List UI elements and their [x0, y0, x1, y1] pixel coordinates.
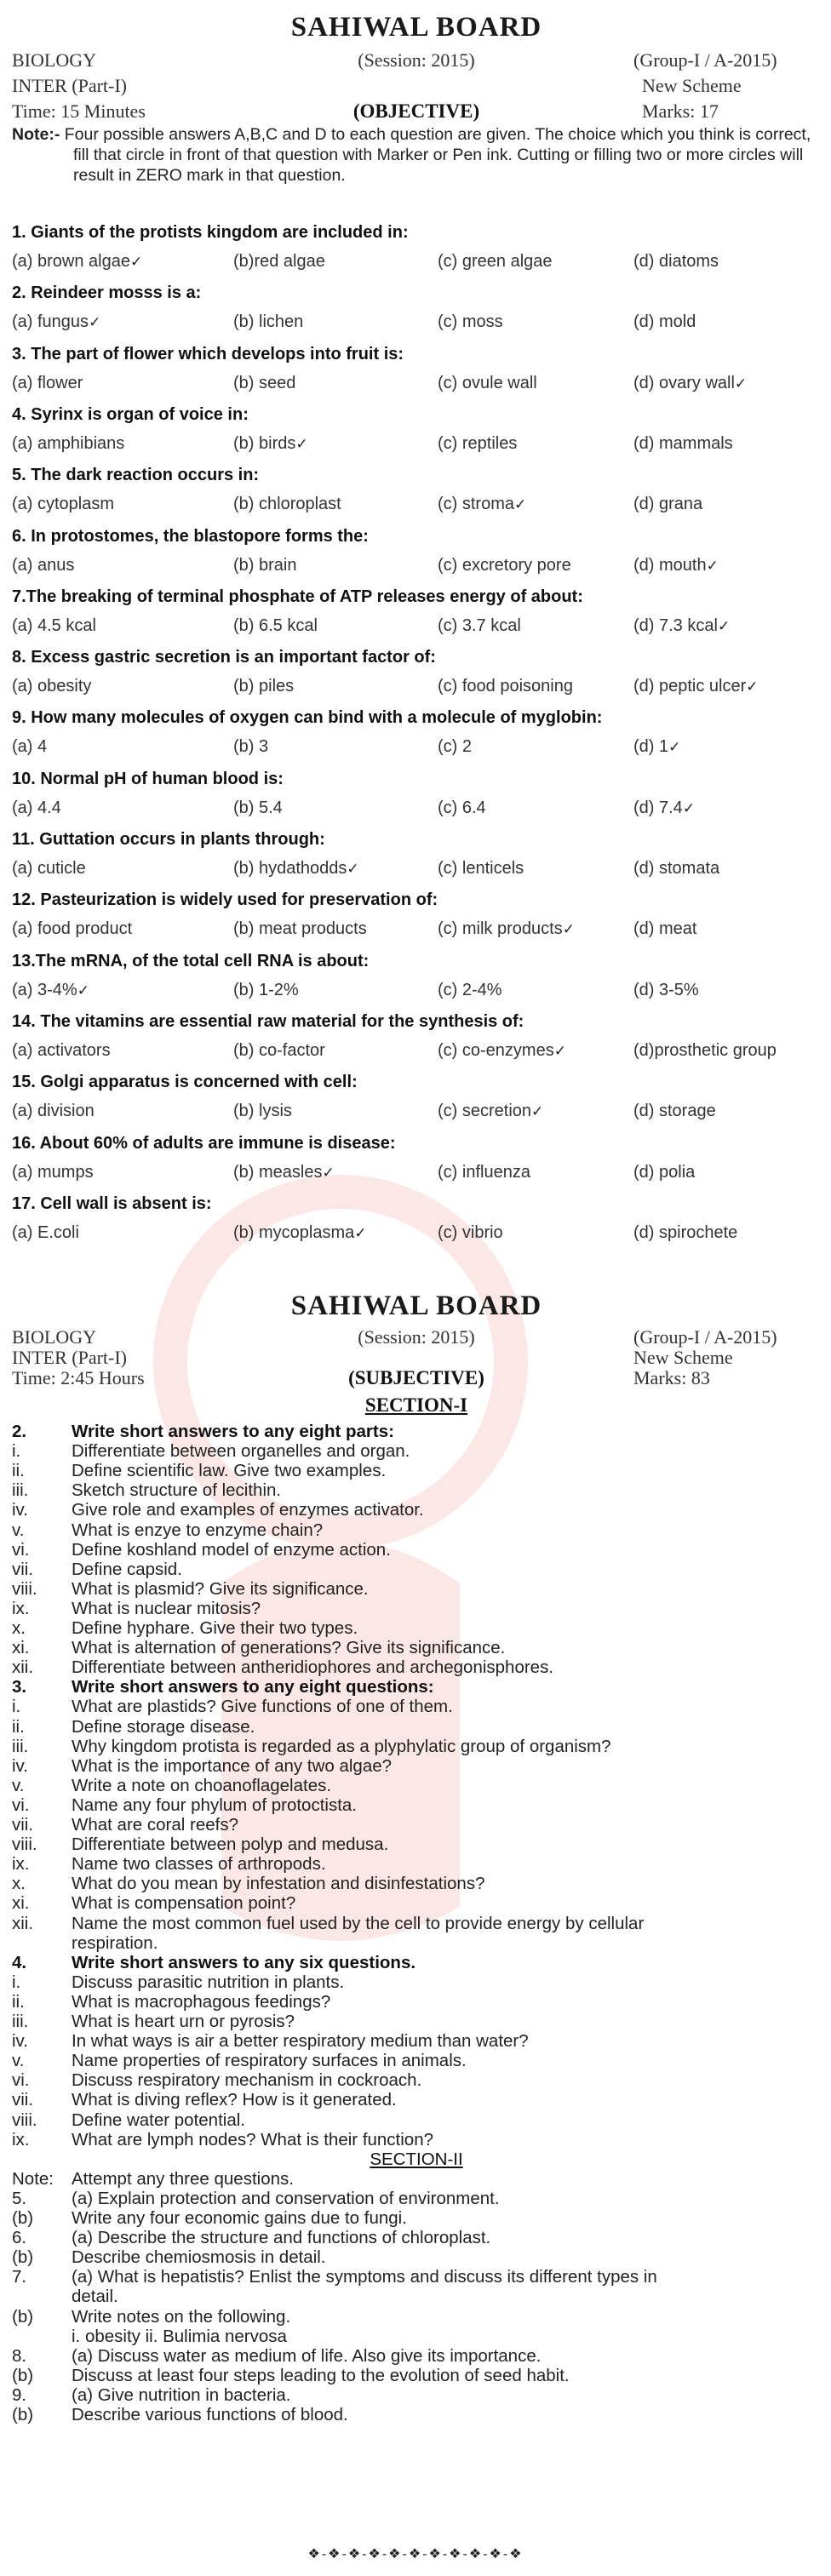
paper-type-label: (SUBJECTIVE) [348, 1367, 484, 1388]
mcq-option-a [12, 556, 74, 575]
check-mark-icon: ✓ [562, 921, 575, 937]
mcq-option-a [12, 1223, 79, 1243]
mcq-option-d [633, 1223, 737, 1243]
mcq-option-text: (c) 2 [438, 737, 472, 756]
long-question-number: (b) [12, 2405, 34, 2424]
long-question-number: 5. [12, 2188, 27, 2208]
part-text: What is diving reflex? How is it generated. [72, 2090, 397, 2110]
subject-label: BIOLOGY [12, 49, 96, 71]
question-heading-text: Write short answers to any eight parts: [72, 1422, 394, 1441]
mcq-option-text: (d) mold [633, 312, 696, 331]
part-number: xi. [12, 1638, 30, 1658]
part-text: What is the importance of any two algae? [72, 1755, 393, 1776]
mcq-option-text: (a) food product [12, 919, 133, 938]
mcq-option-d [633, 374, 747, 393]
part-text: What do you mean by infestation and disinfestations? [72, 1874, 485, 1894]
mcq-option-c [438, 1041, 566, 1061]
check-mark-icon: ✓ [354, 1225, 367, 1241]
part-number: vii. [12, 1559, 34, 1579]
mcq-option-c [438, 737, 472, 757]
check-mark-icon: ✓ [89, 314, 101, 330]
part-text: What is heart urn or pyrosis? [72, 2012, 295, 2031]
part-number: v. [12, 2051, 25, 2071]
group-label: (Group-I / A-2015) [633, 49, 777, 71]
long-question-number: 8. [12, 2345, 27, 2366]
mcq-option-c [438, 495, 526, 514]
mcq-question: 5. The dark reaction occurs in: [12, 466, 260, 484]
footer-divider: ❖-❖-❖-❖-❖-❖-❖-❖-❖-❖-❖ [307, 2547, 524, 2562]
long-question-number: 9. [12, 2384, 27, 2405]
mcq-question: 1. Giants of the protists kingdom are included in: [12, 223, 409, 242]
part-text: Give role and examples of enzymes activator. [72, 1500, 424, 1520]
mcq-option-text: (b) hydathodds [233, 859, 347, 878]
level-label: INTER (Part-I) [12, 75, 128, 96]
mcq-option-b [233, 919, 367, 939]
part-text: Discuss parasitic nutrition in plants. [72, 1972, 345, 1992]
mcq-option-a [12, 859, 86, 879]
mcq-question: 12. Pasteurization is widely used for preservation of: [12, 890, 438, 909]
mcq-option-c [438, 919, 575, 939]
mcq-option-a [12, 677, 91, 696]
check-mark-icon: ✓ [347, 861, 359, 877]
mcq-question: 8. Excess gastric secretion is an important factor of: [12, 648, 436, 667]
mcq-option-text: (a) 4.4 [12, 799, 61, 817]
board-title: SAHIWAL BOARD [290, 12, 542, 43]
mcq-option-d [633, 495, 702, 514]
note-label: Note: [12, 2168, 54, 2189]
part-text: Define scientific law. Give two examples. [72, 1461, 387, 1481]
part-text: Name any four phylum of protoctista. [72, 1795, 357, 1815]
mcq-option-text: (d) peptic ulcer [633, 677, 747, 696]
mcq-option-b [233, 737, 268, 757]
check-mark-icon: ✓ [295, 436, 308, 452]
mcq-question: 17. Cell wall is absent is: [12, 1194, 212, 1213]
mcq-option-b [233, 799, 283, 818]
mcq-option-text: (c) milk products [438, 919, 563, 938]
mcq-option-text: (b) 6.5 kcal [233, 616, 318, 635]
mcq-option-text: (b) 1-2% [233, 981, 299, 999]
mcq-option-d [633, 556, 719, 575]
part-text: What are coral reefs? [72, 1815, 238, 1835]
mcq-option-c [438, 859, 524, 879]
part-text: What is enzye to enzyme chain? [72, 1520, 324, 1540]
mcq-option-text: (d) ovary wall [633, 374, 735, 392]
mcq-option-text: (c) stroma [438, 495, 514, 513]
subjective-questions [12, 1420, 821, 2544]
mcq-option-d [633, 1041, 777, 1061]
mcq-option-text: (b) co-factor [233, 1041, 325, 1060]
part-number: i. [12, 1441, 21, 1462]
check-mark-icon: ✓ [682, 800, 696, 816]
long-question-text: Write any four economic gains due to fungi. [72, 2208, 407, 2228]
part-text: Differentiate between antheridiophores and archegonisphores. [72, 1657, 554, 1678]
mcq-option-text: (d) spirochete [633, 1223, 738, 1242]
mcq-option-b [233, 1102, 292, 1121]
part-number: iii. [12, 2012, 29, 2031]
mcq-option-text: (b) piles [233, 677, 295, 696]
mcq-option-text: (a) anus [12, 556, 75, 575]
session-label: (Session: 2015) [358, 1326, 475, 1348]
mcq-option-text: (b) birds [233, 434, 296, 453]
mcq-option-c [438, 1223, 503, 1243]
mcq-question: 15. Golgi apparatus is concerned with cell: [12, 1073, 358, 1091]
mcq-option-text: (c) moss [438, 312, 503, 331]
part-number: ii. [12, 1991, 25, 2012]
part-text: What are plastids? Give functions of one of them. [72, 1697, 453, 1717]
mcq-option-d [633, 859, 719, 879]
mcq-option-text: (a) mumps [12, 1163, 94, 1182]
part-text: Define capsid. [72, 1559, 182, 1579]
time-label: Time: 2:45 Hours [12, 1367, 145, 1388]
part-number: iv. [12, 1755, 28, 1776]
part-text: Name properties of respiratory surfaces in animals. [72, 2051, 467, 2071]
part-text: Differentiate between polyp and medusa. [72, 1835, 389, 1855]
mcq-option-text: (a) E.coli [12, 1223, 79, 1242]
long-question-text: (a) Give nutrition in bacteria. [72, 2384, 291, 2405]
long-question-number: (b) [12, 2306, 34, 2327]
scheme-label: New Scheme [633, 1347, 733, 1368]
part-text: Write a note on choanoflagelates. [72, 1775, 332, 1795]
mcq-option-text: (d) grana [633, 495, 703, 513]
mcq-option-d [633, 1102, 716, 1121]
mcq-option-text: (d) mouth [633, 556, 707, 575]
mcq-option-text: (b) chloroplast [233, 495, 341, 513]
mcq-option-d [633, 434, 733, 454]
mcq-option-a [12, 312, 100, 332]
mcq-option-text: (d) stomata [633, 859, 720, 878]
part-number: i. [12, 1697, 21, 1717]
part-text: What is macrophagous feedings? [72, 1991, 331, 2012]
mcq-option-text: (c) secretion [438, 1102, 532, 1120]
question-number: 3. [12, 1677, 27, 1697]
long-question-text: Describe chemiosmosis in detail. [72, 2247, 326, 2268]
mcq-option-a [12, 1041, 111, 1061]
mcq-option-b [233, 981, 299, 1000]
mcq-option-text: (c) 3.7 kcal [438, 616, 521, 635]
mcq-option-text: (a) activators [12, 1041, 111, 1060]
mcq-option-b [233, 252, 325, 272]
question-number: 4. [12, 1952, 27, 1972]
part-number: ix. [12, 2129, 30, 2150]
board-title: SAHIWAL BOARD [290, 1291, 542, 1321]
mcq-question: 13.The mRNA, of the total cell RNA is about: [12, 952, 370, 970]
part-number: xi. [12, 1893, 30, 1914]
mcq-option-text: (c) 6.4 [438, 799, 486, 817]
part-text: In what ways is air a better respiratory medium than water? [72, 2031, 529, 2052]
part-number: ii. [12, 1716, 25, 1737]
mcq-option-b [233, 1163, 335, 1182]
group-label: (Group-I / A-2015) [633, 1326, 777, 1348]
mcq-option-text: (a) brown algae [12, 252, 130, 271]
mcq-option-text: (d) 1 [633, 737, 669, 756]
long-question-number: 7. [12, 2267, 27, 2287]
part-number: v. [12, 1520, 25, 1540]
mcq-option-c [438, 312, 503, 332]
mcq-option-c [438, 556, 571, 575]
mcq-option-c [438, 434, 517, 454]
part-number: x. [12, 1874, 26, 1894]
part-number: vi. [12, 1795, 30, 1815]
part-text: What are lymph nodes? What is their function? [72, 2129, 434, 2150]
mcq-option-b [233, 434, 308, 454]
part-text: What is compensation point? [72, 1893, 296, 1914]
part-text: respiration. [72, 1932, 158, 1953]
mcq-option-text: (d) 7.4 [633, 799, 683, 817]
part-number: iii. [12, 1736, 29, 1756]
check-mark-icon: ✓ [734, 375, 748, 392]
part-text: Define koshland model of enzyme action. [72, 1539, 391, 1560]
part-text: Why kingdom protista is regarded as a plyphylatic group of organism? [72, 1736, 611, 1756]
long-question-text: Discuss at least four steps leading to the evolution of seed habit. [72, 2365, 570, 2385]
long-question-number: (b) [12, 2208, 34, 2228]
mcq-question: 4. Syrinx is organ of voice in: [12, 405, 249, 424]
check-mark-icon: ✓ [322, 1165, 335, 1181]
mcq-option-text: (d) polia [633, 1163, 696, 1182]
mcq-option-c [438, 252, 553, 272]
check-mark-icon: ✓ [553, 1043, 566, 1059]
mcq-option-a [12, 374, 83, 393]
mcq-option-text: (c) 2-4% [438, 981, 502, 999]
mcq-option-b [233, 1223, 367, 1243]
marks-label: Marks: 83 [633, 1367, 710, 1388]
check-mark-icon: ✓ [746, 678, 759, 695]
part-text: Define hyphare. Give their two types. [72, 1618, 358, 1638]
mcq-option-d [633, 252, 719, 272]
mcq-option-d [633, 737, 680, 757]
part-number: i. [12, 1972, 21, 1992]
mcq-option-text: (a) fungus [12, 312, 89, 331]
part-number: xii. [12, 1913, 34, 1933]
mcq-option-text: (d) meat [633, 919, 697, 938]
mcq-option-b [233, 374, 295, 393]
mcq-option-a [12, 495, 114, 514]
paper-type-label: (OBJECTIVE) [352, 100, 480, 122]
mcq-option-b [233, 859, 359, 879]
question-heading-text: Write short answers to any six questions. [72, 1952, 416, 1972]
part-number: v. [12, 1775, 25, 1795]
mcq-option-b [233, 616, 318, 636]
mcq-option-d [633, 1163, 695, 1182]
mcq-option-text: (d) diatoms [633, 252, 719, 271]
part-text: What is alternation of generations? Give its significance. [72, 1638, 506, 1658]
check-mark-icon: ✓ [717, 618, 731, 634]
check-mark-icon: ✓ [129, 254, 143, 270]
mcq-option-c [438, 677, 573, 696]
long-question-text: Write notes on the following. [72, 2306, 291, 2327]
mcq-question: 6. In protostomes, the blastopore forms the: [12, 527, 369, 546]
part-number: iii. [12, 1480, 29, 1501]
part-text: Discuss respiratory mechanism in cockroach. [72, 2070, 422, 2091]
mcq-option-a [12, 616, 96, 636]
part-number: x. [12, 1618, 26, 1638]
check-mark-icon: ✓ [77, 982, 89, 999]
long-question-text: Describe various functions of blood. [72, 2405, 348, 2424]
mcq-option-b [233, 677, 294, 696]
part-text: Name the most common fuel used by the cell to provide energy by cellular [72, 1913, 645, 1933]
question-heading-text: Write short answers to any eight questions: [72, 1677, 434, 1697]
part-number: viii. [12, 1835, 37, 1855]
scheme-label: New Scheme [642, 75, 742, 96]
mcq-option-a [12, 252, 142, 272]
marks-label: Marks: 17 [642, 100, 719, 122]
mcq-option-text: (a) obesity [12, 677, 92, 696]
long-question-number: (b) [12, 2247, 34, 2268]
mcq-option-text: (b) meat products [233, 919, 367, 938]
mcq-option-d [633, 312, 696, 332]
section-2-title: SECTION-II [370, 2149, 463, 2169]
mcq-option-text: (b)red algae [233, 252, 325, 271]
mcq-option-b [233, 556, 296, 575]
long-question-text: (a) Discuss water as medium of life. Also give its importance. [72, 2345, 542, 2366]
mcq-option-text: (b) brain [233, 556, 297, 575]
mcq-option-text: (d) 3-5% [633, 981, 699, 999]
part-number: ix. [12, 1598, 30, 1618]
part-text: Define water potential. [72, 2109, 245, 2130]
long-question-text: i. obesity ii. Bulimia nervosa [72, 2326, 287, 2346]
mcq-option-text: (c) co-enzymes [438, 1041, 554, 1060]
mcq-option-text: (c) ovule wall [438, 374, 537, 392]
mcq-option-d [633, 677, 759, 696]
mcq-option-text: (d) storage [633, 1102, 716, 1120]
part-number: iv. [12, 2031, 28, 2052]
part-number: viii. [12, 1578, 37, 1599]
mcq-question: 9. How many molecules of oxygen can bind with a molecule of myglobin: [12, 708, 603, 727]
part-number: viii. [12, 2109, 37, 2130]
long-question-text: (a) Describe the structure and functions of chloroplast. [72, 2228, 491, 2248]
part-number: ix. [12, 1854, 30, 1875]
long-question-number: (b) [12, 2365, 34, 2385]
mcq-option-text: (b) lichen [233, 312, 304, 331]
part-text: Define storage disease. [72, 1716, 255, 1737]
mcq-option-a [12, 1163, 94, 1182]
subject-label: BIOLOGY [12, 1326, 96, 1348]
subjective-header [12, 1291, 821, 1393]
note-label: Note:- [12, 125, 60, 144]
mcq-option-d [633, 919, 696, 939]
mcq-option-text: (c) vibrio [438, 1223, 503, 1242]
check-mark-icon: ✓ [514, 496, 527, 512]
mcq-question: 14. The vitamins are essential raw material for the synthesis of: [12, 1012, 524, 1031]
mcq-option-text: (b) mycoplasma [233, 1223, 355, 1242]
long-question-text: (a) Explain protection and conservation of environment. [72, 2188, 500, 2208]
check-mark-icon: ✓ [668, 739, 681, 755]
mcq-option-b [233, 1041, 325, 1061]
time-label: Time: 15 Minutes [12, 100, 146, 122]
part-number: vii. [12, 1815, 34, 1835]
part-number: ii. [12, 1461, 25, 1481]
note-text: Four possible answers A,B,C and D to each question are given. The choice which you think is correct, fill that circle in front of that question with Marker or Pen ink. Cutting or filling two or more circles will result in ZERO mark in that question. [64, 125, 811, 185]
mcq-question: 7.The breaking of terminal phosphate of ATP releases energy of about: [12, 587, 583, 606]
mcq-option-a [12, 799, 61, 818]
mcq-option-b [233, 312, 303, 332]
part-text: Differentiate between organelles and organ. [72, 1441, 410, 1462]
mcq-option-text: (d) mammals [633, 434, 733, 453]
mcq-question: 3. The part of flower which develops into fruit is: [12, 345, 404, 364]
part-text: What is nuclear mitosis? [72, 1598, 261, 1618]
check-mark-icon: ✓ [531, 1103, 544, 1119]
note-text: Attempt any three questions. [72, 2168, 294, 2189]
mcq-option-c [438, 374, 537, 393]
mcq-option-a [12, 1102, 95, 1121]
mcq-option-d [633, 981, 699, 1000]
part-text: What is plasmid? Give its significance. [72, 1578, 369, 1599]
mcq-option-text: (d)prosthetic group [633, 1041, 777, 1060]
mcq-option-c [438, 1102, 543, 1121]
mcq-option-a [12, 981, 89, 1000]
mcq-option-text: (c) influenza [438, 1163, 530, 1182]
mcq-option-text: (a) cytoplasm [12, 495, 115, 513]
mcq-option-text: (b) seed [233, 374, 296, 392]
mcq-option-d [633, 616, 730, 636]
mcq-list [12, 223, 821, 1262]
instructions-note [12, 124, 817, 186]
long-question-text: detail. [72, 2287, 118, 2307]
mcq-option-text: (b) 5.4 [233, 799, 283, 817]
check-mark-icon: ✓ [706, 558, 719, 574]
mcq-option-a [12, 737, 47, 757]
mcq-option-a [12, 434, 124, 454]
part-number: xii. [12, 1657, 34, 1678]
part-number: vi. [12, 1539, 30, 1560]
mcq-option-text: (c) lenticels [438, 859, 524, 878]
session-label: (Session: 2015) [358, 49, 475, 71]
mcq-option-b [233, 495, 341, 514]
mcq-question: 2. Reindeer mosss is a: [12, 283, 202, 302]
mcq-question: 10. Normal pH of human blood is: [12, 770, 284, 788]
mcq-option-c [438, 981, 502, 1000]
mcq-option-c [438, 799, 486, 818]
part-text: Sketch structure of lecithin. [72, 1480, 282, 1501]
mcq-option-a [12, 919, 132, 939]
mcq-question: 11. Guttation occurs in plants through: [12, 830, 325, 849]
mcq-option-text: (a) 4.5 kcal [12, 616, 96, 635]
mcq-option-c [438, 616, 521, 636]
mcq-option-text: (d) 7.3 kcal [633, 616, 718, 635]
mcq-option-text: (a) cuticle [12, 859, 86, 878]
long-question-number: 6. [12, 2228, 27, 2248]
mcq-option-text: (a) flower [12, 374, 83, 392]
mcq-option-text: (c) excretory pore [438, 556, 571, 575]
mcq-question: 16. About 60% of adults are immune is disease: [12, 1134, 396, 1153]
mcq-option-text: (a) 3-4% [12, 981, 77, 999]
mcq-option-text: (c) reptiles [438, 434, 518, 453]
mcq-option-text: (b) measles [233, 1163, 323, 1182]
mcq-option-text: (a) division [12, 1102, 95, 1120]
mcq-option-d [633, 799, 695, 818]
mcq-option-text: (c) food poisoning [438, 677, 573, 696]
mcq-option-text: (b) lysis [233, 1102, 292, 1120]
mcq-option-text: (b) 3 [233, 737, 269, 756]
mcq-option-text: (a) 4 [12, 737, 48, 756]
question-number: 2. [12, 1422, 27, 1441]
mcq-option-text: (a) amphibians [12, 434, 125, 453]
objective-header [12, 12, 821, 122]
part-text: Name two classes of arthropods. [72, 1854, 326, 1875]
level-label: INTER (Part-I) [12, 1347, 128, 1368]
section-1-title: SECTION-I [364, 1394, 468, 1416]
part-number: vi. [12, 2070, 30, 2091]
part-number: iv. [12, 1500, 28, 1520]
long-question-text: (a) What is hepatistis? Enlist the symptoms and discuss its different types in [72, 2267, 657, 2287]
mcq-option-text: (c) green algae [438, 252, 553, 271]
part-number: vii. [12, 2090, 34, 2110]
mcq-option-c [438, 1163, 530, 1182]
